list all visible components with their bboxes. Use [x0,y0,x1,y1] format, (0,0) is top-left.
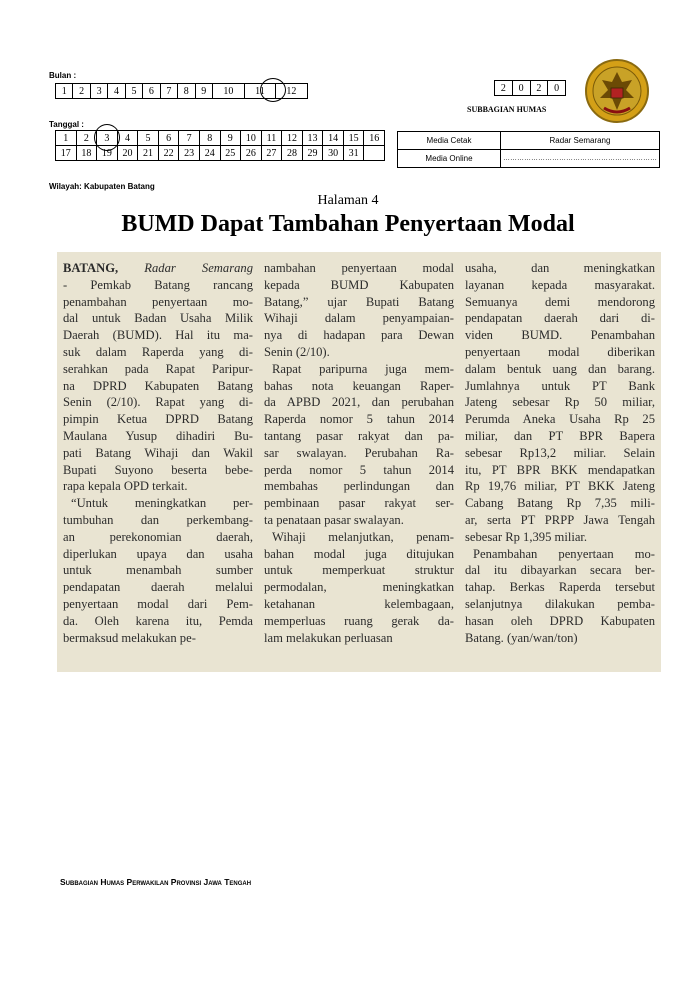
article-line: Senin (2/10). [264,344,330,359]
date-cell: 9 [220,131,241,146]
article-line: kepada BUMD Kabupaten [264,277,454,292]
date-cell: 29 [302,146,323,161]
dateline-source: Radar Semarang [118,261,253,275]
date-cell: 30 [323,146,344,161]
date-cell: 12 [282,131,303,146]
article-line: Wihaji dalam penyampaian- [264,311,454,326]
article-line: Rp 19,76 miliar, PT BKK Jateng [465,479,655,494]
article-line: rapa kepala OPD terkait. [63,479,188,494]
year-digit-cell: 2 [530,81,548,96]
article-line: pimpin Ketua DPRD Batang [63,412,253,427]
date-cell: 20 [117,146,138,161]
media-cetak-value: Radar Semarang [501,132,660,150]
article-column-1 [63,260,253,646]
article-line: Senin (2/10). Rapat yang di- [63,395,253,410]
article-line: nambahan penyertaan modal [264,261,454,275]
article-line: memperluas ruang gerak da- [264,613,454,628]
media-online-label: Media Online [398,150,501,168]
date-cell: 4 [117,131,138,146]
date-cell: 24 [199,146,220,161]
selected-date-circle [94,124,120,151]
article-line: “Untuk meningkatkan per- [71,496,253,511]
article-line: perda nomor 5 tahun 2014 [264,462,454,477]
month-cell: 3 [90,84,107,99]
tanggal-label: Tanggal : [49,120,84,129]
article-line: lam melakukan perluasan [264,630,393,645]
article-line: pembinaan pasar rakyat ser- [264,496,454,511]
date-cell: 2 [76,131,97,146]
date-cell: 23 [179,146,200,161]
date-cell: 15 [343,131,364,146]
article-line: Penambahan penyertaan mo- [473,546,655,561]
date-cell: 27 [261,146,282,161]
date-cell: 18 [76,146,97,161]
article-line: sar swalayan. Perubahan Ra- [264,445,454,460]
article-line: itu, PT BPR BKK mendapatkan [465,462,655,477]
headline: BUMD Dapat Tambahan Penyertaan Modal [121,211,575,237]
date-cell: 8 [199,131,220,146]
article-line: suk dalam Raperda yang di- [63,344,253,359]
date-cell: 10 [241,131,262,146]
date-cell: 14 [323,131,344,146]
article-line: Perumda Aneka Usaha Rp 25 [465,412,655,427]
article-line: viden BUMD. Penambahan [465,328,655,343]
article-line: tumbuhan dan perkembang- [63,512,253,527]
article-line: untuk menambah sumber [63,563,253,578]
date-cell: 17 [56,146,77,161]
month-cell: 5 [125,84,142,99]
date-cell: 22 [158,146,179,161]
month-cell: 2 [73,84,90,99]
date-cell: 11 [261,131,282,146]
article-line: dal untuk Badan Usaha Milik [63,311,253,326]
article-line: penyertaan modal dari Pem- [63,596,253,611]
article-line: Maulana Yusup dihadiri Bu- [63,428,253,443]
date-cell: 1 [56,131,77,146]
date-cell: 19 [97,146,118,161]
media-online-value: ………………………………………………………… [501,150,660,168]
month-cell: 11 [244,84,275,99]
article-line: miliar, dan PT BPR Bapera [465,428,655,443]
date-cell: 13 [302,131,323,146]
article-line: selanjutnya dilakukan pemba- [465,596,655,611]
article-line: Jumlahnya untuk PT Bank [465,378,655,393]
article-line: Batang. (yan/wan/ton) [465,630,578,645]
date-cell: 5 [138,131,159,146]
page-number: Halaman 4 [317,193,379,208]
article-line: sebesar Rp 1,395 miliar. [465,529,588,544]
article-line: Cabang Batang Rp 7,35 mili- [465,496,655,511]
media-table [397,131,660,168]
date-cell: 7 [179,131,200,146]
month-cell: 9 [195,84,212,99]
article-line: - Pemkab Batang rancang [63,277,253,292]
article-line: Semuanya demi mendorong [465,294,655,309]
article-line: permodalan, meningkatkan [264,580,454,595]
article-line: dalam bentuk uang dan barang. [465,361,655,376]
date-cell: 26 [241,146,262,161]
article-line: serahkan pada Rapat Paripur- [63,361,253,376]
article-column-3 [465,260,655,646]
article-line: da. Oleh karena itu, Pemda [63,613,253,628]
article-line: penyertaan modal diberikan [465,344,655,359]
month-cell: 8 [178,84,195,99]
article-line: Jateng sebesar Rp 50 miliar, [465,395,655,410]
article-line: usaha, dan meningkatkan [465,261,655,275]
media-cetak-label: Media Cetak [398,132,501,150]
wilayah-label: Wilayah: Kabupaten Batang [49,182,155,191]
year-digit-cell: 0 [512,81,530,96]
date-cell: 21 [138,146,159,161]
month-cell: 10 [212,84,244,99]
news-clipping [57,252,661,672]
date-cell: 25 [220,146,241,161]
article-line: bermaksud melakukan pe- [63,630,196,645]
article-line: penambahan penyertaan mo- [63,294,253,309]
article-line: tahap. Berkas Raperda tersebut [465,580,655,595]
article-line: Raperda nomor 5 tahun 2014 [264,412,454,427]
article-line: Batang,” ujar Bupati Batang [264,294,454,309]
month-cell: 12 [275,84,307,99]
month-cell: 6 [143,84,160,99]
article-line: da APBD 2021, dan perubahan [264,395,454,410]
article-line: layanan kepada masyarakat. [465,277,655,292]
month-cell: 7 [160,84,177,99]
article-line: an perekonomian daerah, [63,529,253,544]
month-cell: 1 [56,84,73,99]
date-cell [364,146,385,161]
year-box [494,80,566,96]
article-line [63,260,253,277]
article-line: Wihaji melanjutkan, penam- [272,529,454,544]
bulan-label: Bulan : [49,71,77,80]
article-line: nya di hadapan para Dewan [264,328,454,343]
article-line: ar, serta PT PRPP Jawa Tengah [465,512,655,527]
selected-month-circle [260,78,286,102]
article-line: untuk memperkuat struktur [264,563,454,578]
article-line: ta penataan pasar swalayan. [264,512,404,527]
emblem-icon [584,58,650,124]
date-cell: 16 [364,131,385,146]
article-column-2 [264,260,454,646]
article-line: na DPRD Kabupaten Batang [63,378,253,393]
article-line: pendapatan daerah melalui [63,580,253,595]
article-line: Bupati Suyono beserta bebe- [63,462,253,477]
year-digit-cell: 2 [495,81,513,96]
dateline-city: BATANG, [63,261,119,275]
article-line: bahan modal juga ditujukan [264,546,454,561]
article-line: tantang pasar rakyat dan pa- [264,428,454,443]
month-cell: 4 [108,84,125,99]
date-cell: 28 [282,146,303,161]
article-line: ketahanan kelembagaan, [264,596,454,611]
article-line: dal itu dibayarkan secara ber- [465,563,655,578]
article-line: membahas perlindungan dan [264,479,454,494]
year-digit-cell: 0 [548,81,566,96]
article-line: pendapatan daerah dari di- [465,311,655,326]
article-line: sebesar Rp13,2 miliar. Selain [465,445,655,460]
unit-label: SUBBAGIAN HUMAS [467,105,547,114]
article-line: hasan oleh DPRD Kabupaten [465,613,655,628]
article-line: diperlukan upaya dan usaha [63,546,253,561]
article-line: pati Batang Wihaji dan Wakil [63,445,253,460]
footer-text: Subbagian Humas Perwakilan Provinsi Jawa Tengah [60,877,252,887]
article-line: Rapat paripurna juga mem- [272,361,454,376]
article-line: bahas nota keuangan Raper- [264,378,454,393]
date-cell: 3 [97,131,118,146]
date-cell: 6 [158,131,179,146]
date-cell: 31 [343,146,364,161]
article-line: Daerah (BUMD). Hal itu ma- [63,328,253,343]
